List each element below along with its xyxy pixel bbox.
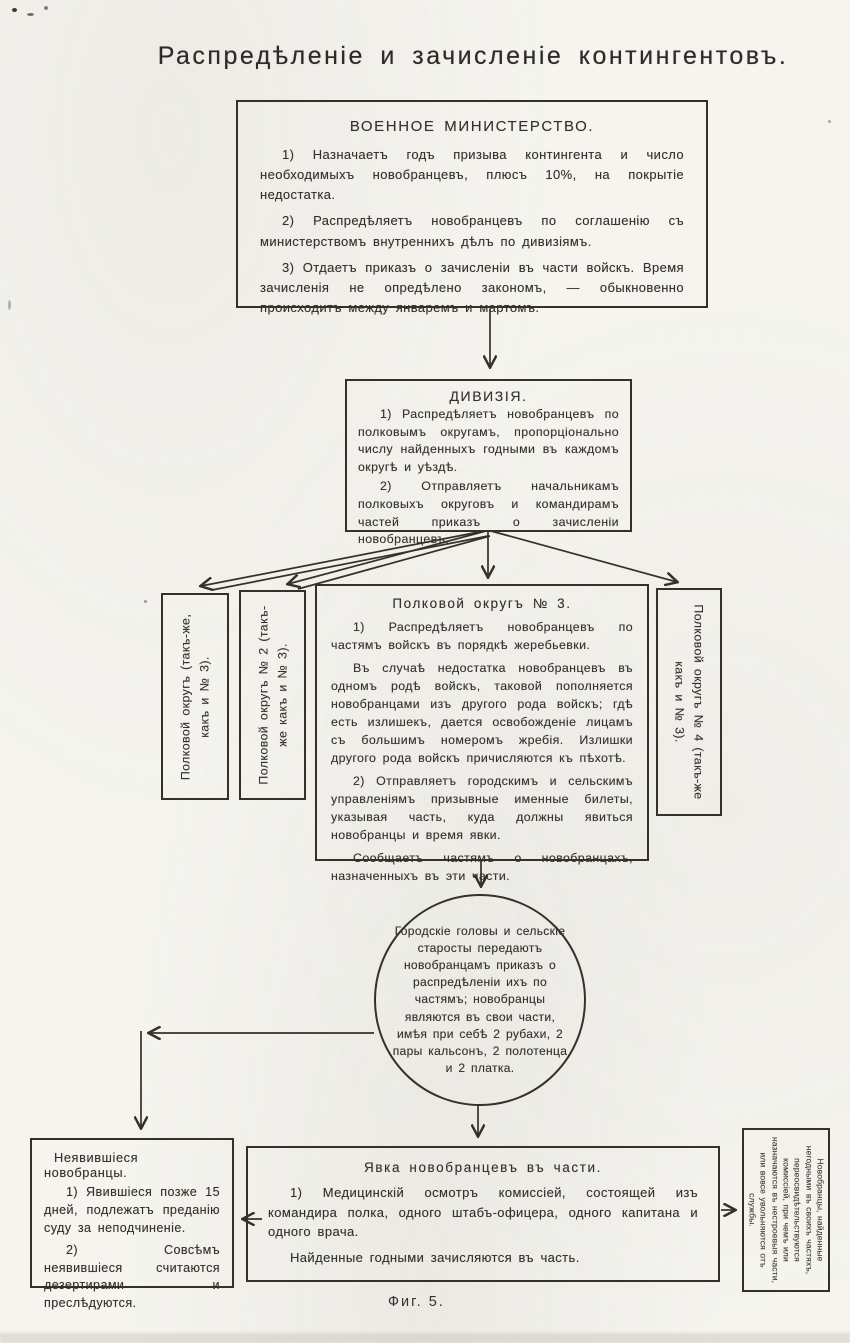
- district-3-box: [315, 584, 649, 883]
- mayors-circle-text: Городскіе головы и сельскіе старосты передаютъ новобранцамъ приказъ о распредѣленіи ихъ по частямъ; новобранцы являются въ свои части, имѣя при себѣ 2 рубахи, 2 пары кальсонъ, 2 полотенца и 2 платка.: [392, 923, 568, 1076]
- district-1-label: Полковой округъ (такъ-же, какъ и № 3).: [178, 613, 211, 780]
- district-3-item: 1) Распредѣляетъ новобранцевъ по частямъ войскъ въ порядкѣ жеребьевки.: [331, 620, 633, 652]
- division-item: 2) Отправляетъ начальникамъ полковыхъ округовъ и командирамъ частей приказъ о зачисленіи новобранцевъ.: [358, 479, 619, 547]
- noshow-item: 2) Совсѣмъ неявившіеся считаются дезертирами и преслѣдуются.: [44, 1242, 220, 1311]
- district-3-item: Сообщаетъ частямъ о новобранцахъ, назначенныхъ въ эти части.: [331, 850, 633, 883]
- arrival-item: 1) Медицинскій осмотръ комиссіей, состоящей изъ командира полка, одного штабъ-офицера, одного капитана и одного врача.: [268, 1185, 698, 1239]
- scan-speck: [27, 13, 34, 16]
- arrival-heading: Явка новобранцевъ въ части.: [364, 1160, 602, 1175]
- scan-speck: [12, 8, 17, 12]
- district-3-item: 2) Отправляетъ городскимъ и сельскимъ управленіямъ призывные именные билеты, указывая часть, куда должны явиться новобранцы и время явки.: [331, 773, 633, 842]
- district-1-box: [161, 593, 229, 800]
- ministry-heading: ВОЕННОЕ МИНИСТЕРСТВО.: [349, 118, 595, 135]
- division-item: 1) Распредѣляетъ новобранцевъ по полковымъ округамъ, пропорціонально числу найденныхъ годными въ каждомъ округѣ и уѣздѣ.: [358, 407, 619, 474]
- division-heading: ДИВИЗІЯ.: [449, 388, 528, 404]
- district-3-item: Въ случаѣ недостатка новобранцевъ въ одномъ родѣ войскъ, таковой пополняется новобранцами изъ другого рода войскъ; гдѣ есть излишекъ, дается освобожденіе лицамъ съ большимъ номеромъ жребія. Излишки другого рода войскъ причисляются къ пѣхотѣ.: [331, 660, 633, 765]
- district-4-box: [656, 588, 722, 816]
- page-title: Распредѣленіе и зачисленіе контингентовъ.: [157, 42, 789, 70]
- mayors-circle: [374, 894, 586, 1106]
- ministry-item: 1) Назначаетъ годъ призыва контингента и число необходимыхъ новобранцевъ, плюсъ 10%, на покрытіе недостатка.: [260, 147, 684, 203]
- scan-speck: [8, 300, 11, 310]
- arrival-item: Найденные годными зачисляются въ часть.: [290, 1249, 580, 1265]
- division-box: [345, 379, 632, 547]
- scan-speck: [44, 6, 48, 10]
- arrival-box: [246, 1146, 720, 1282]
- scan-speck: [828, 120, 831, 123]
- scan-smudge: [0, 1306, 540, 1332]
- figure-caption: Фиг. 5.: [388, 1294, 445, 1310]
- noshow-heading: Неявившіеся новобранцы.: [44, 1150, 139, 1180]
- ministry-box: [236, 100, 708, 315]
- district-4-label: Полковой округъ № 4 (такъ-же какъ и № 3).: [673, 604, 706, 800]
- district-2-label: Полковой округъ № 2 (такъ-же какъ и № 3).: [255, 605, 289, 785]
- district-2-box: [239, 590, 306, 800]
- district-3-heading: Полковой округъ № 3.: [392, 596, 572, 611]
- ministry-item: 3) Отдаетъ приказъ о зачисленіи въ части войскъ. Время зачисленія не опредѣлено закономъ, — обыкновенно происходитъ между январемъ и мартомъ.: [260, 259, 684, 315]
- ministry-item: 2) Распредѣляетъ новобранцевъ по соглашенію съ министерствомъ внутреннихъ дѣлъ по дивизіямъ.: [260, 213, 684, 249]
- noshow-box: [30, 1138, 234, 1311]
- unfit-label: Новобранцы, найденные негодными въ своихъ частяхъ, переосвидѣтельствуются комиссіей, при чемъ или назначаются въ нестроевыя части, или вовсе увольняются отъ службы.: [747, 1136, 826, 1284]
- unfit-box: [742, 1128, 830, 1292]
- noshow-item: 1) Явившіеся позже 15 дней, подлежатъ преданію суду за неподчиненіе.: [44, 1185, 220, 1235]
- scan-speck: [144, 600, 147, 603]
- scan-bottom-band: [0, 1333, 850, 1343]
